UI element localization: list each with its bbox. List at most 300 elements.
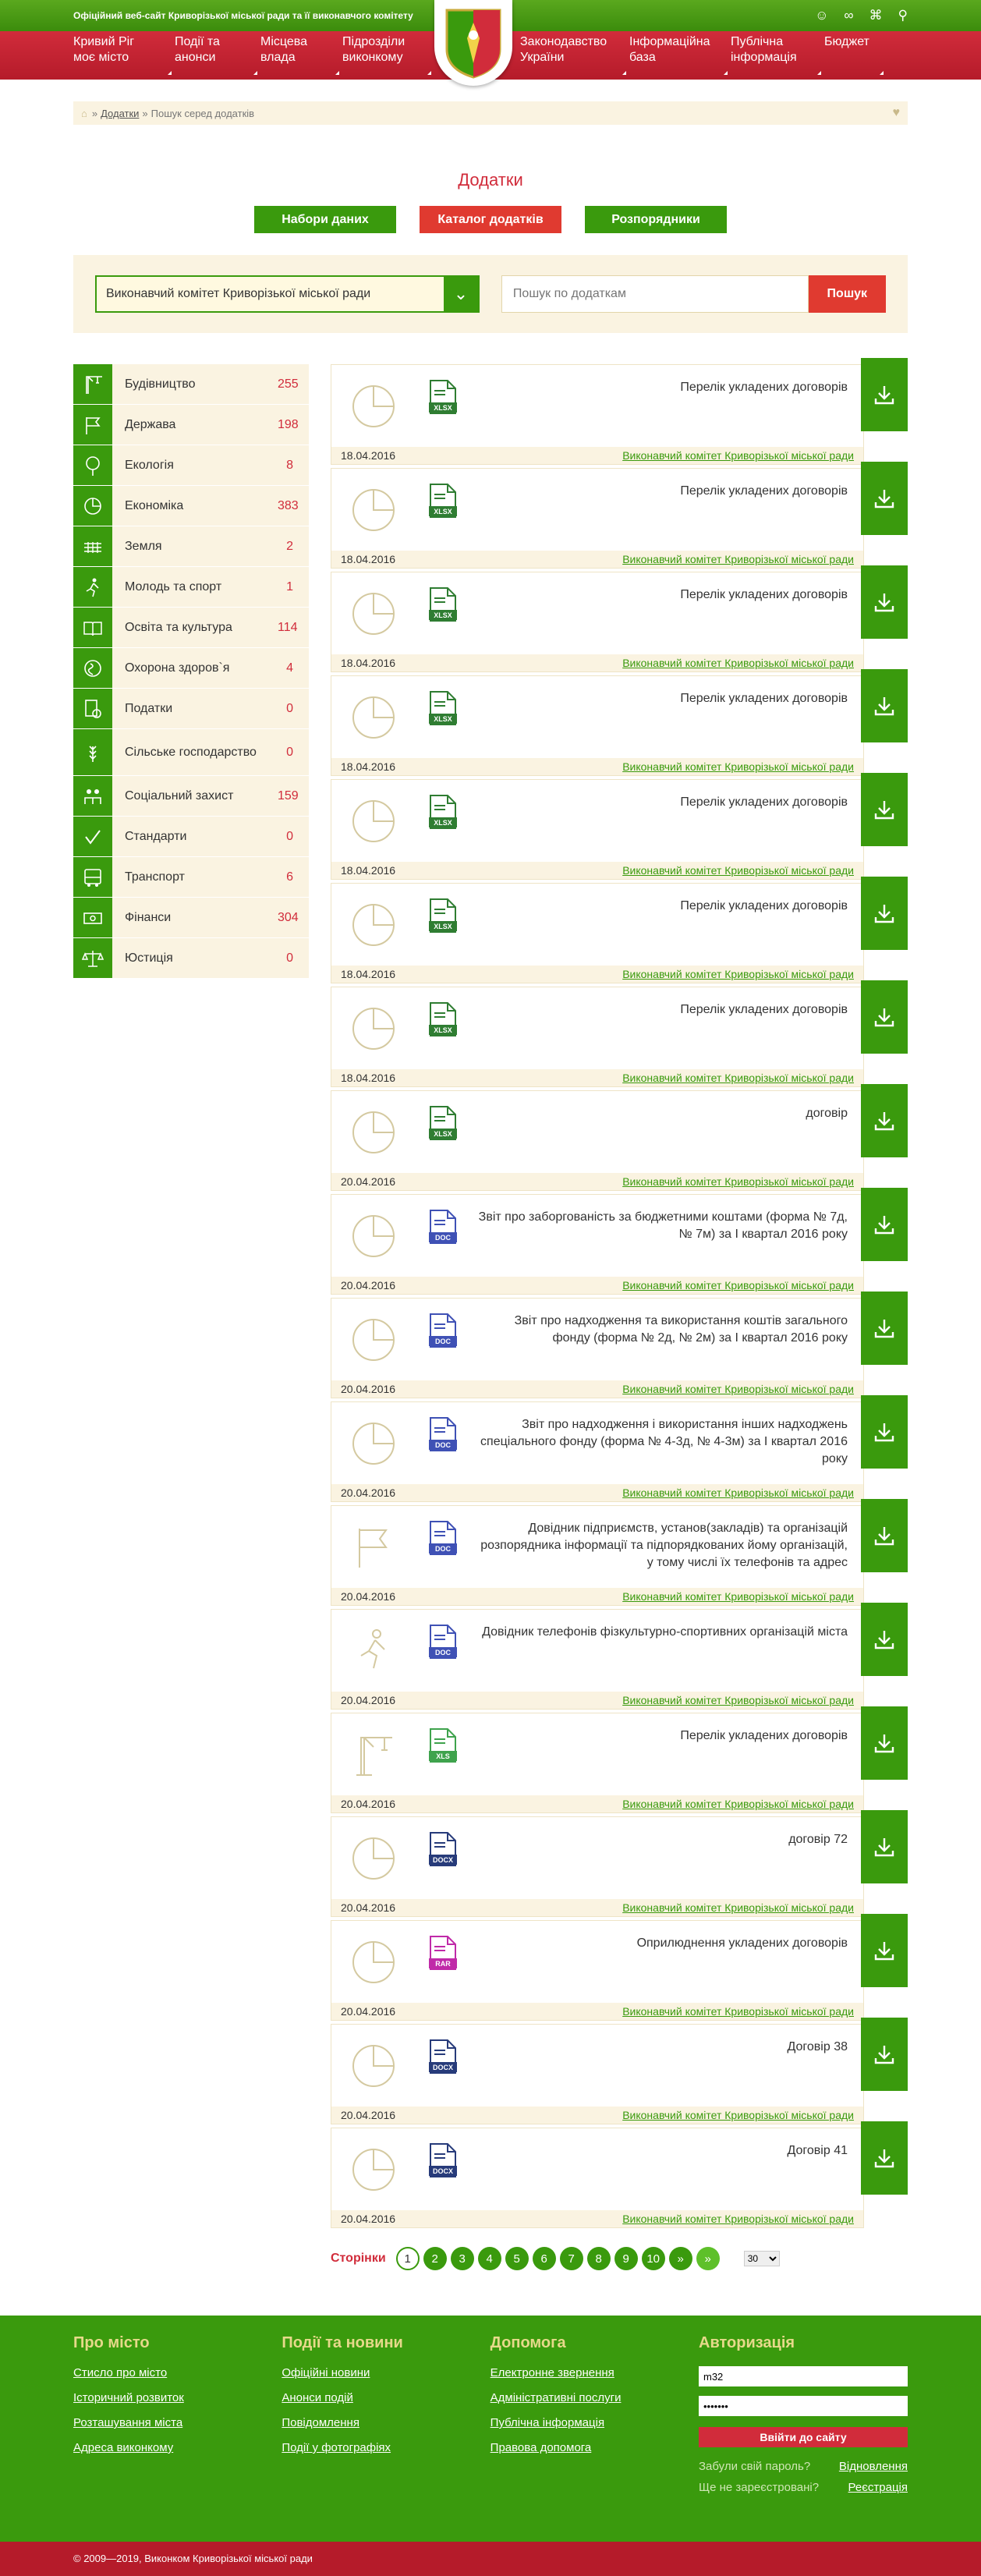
file-type[interactable] bbox=[416, 1921, 470, 2003]
category-count: 255 bbox=[278, 377, 299, 391]
file-type[interactable] bbox=[416, 2128, 470, 2210]
file-type[interactable] bbox=[416, 1299, 470, 1380]
category-thumbnail bbox=[331, 987, 416, 1069]
auth-title: Авторизація bbox=[699, 2334, 795, 2351]
chart-thumb-icon bbox=[350, 1005, 397, 1052]
document-meta bbox=[331, 1173, 863, 1190]
document-title[interactable]: Договір 38 bbox=[787, 2040, 848, 2053]
document-title[interactable]: Договір 41 bbox=[787, 2144, 848, 2157]
footer-column bbox=[282, 2334, 490, 2494]
category-item[interactable] bbox=[73, 526, 309, 567]
document-date: 20.04.2016 bbox=[341, 1798, 396, 1810]
document-item bbox=[331, 572, 908, 672]
chart-thumb-icon bbox=[350, 2043, 397, 2089]
wheat-icon bbox=[82, 742, 104, 764]
nav-item-2[interactable]: Місцева влада bbox=[260, 31, 342, 80]
footer bbox=[0, 2316, 981, 2542]
category-count: 198 bbox=[278, 417, 299, 431]
footer-column bbox=[490, 2334, 699, 2494]
footer-link[interactable]: Стисло про місто bbox=[73, 2366, 168, 2379]
document-title[interactable]: Звіт про надходження і використання інших надходжень спеціального фонду (форма № 4-3д, № 4-3м) за І квартал 2016 року bbox=[480, 1418, 848, 1465]
file-type[interactable] bbox=[416, 1713, 470, 1795]
download-button[interactable] bbox=[861, 1084, 908, 1157]
doc-file-icon bbox=[429, 1416, 457, 1452]
file-type-label: DOCX bbox=[432, 1856, 454, 1864]
site-description: Офіційний веб-сайт Криворізької міської ради та її виконавчого комітету bbox=[73, 10, 413, 21]
document-card bbox=[331, 1920, 864, 2021]
document-card bbox=[331, 572, 864, 672]
document-date: 20.04.2016 bbox=[341, 1383, 396, 1395]
document-date: 20.04.2016 bbox=[341, 2213, 396, 2225]
rss-icon[interactable]: ⌘ bbox=[869, 8, 883, 23]
download-button[interactable] bbox=[861, 773, 908, 846]
category-count: 8 bbox=[286, 458, 293, 472]
document-meta bbox=[331, 758, 863, 775]
category-item[interactable] bbox=[73, 364, 309, 405]
crane-thumb-icon bbox=[350, 1731, 397, 1778]
document-meta bbox=[331, 1899, 863, 1916]
file-type-label: XLSX bbox=[434, 1026, 452, 1034]
footer-link[interactable]: Повідомлення bbox=[282, 2416, 359, 2429]
xlsx-file-icon bbox=[429, 690, 457, 726]
tree-icon bbox=[82, 455, 104, 477]
category-count: 2 bbox=[286, 539, 293, 553]
document-meta bbox=[331, 447, 863, 464]
document-meta bbox=[331, 1588, 863, 1605]
category-thumbnail bbox=[331, 1713, 416, 1795]
heart-icon[interactable]: ♥ bbox=[892, 106, 900, 119]
document-meta bbox=[331, 1484, 863, 1501]
category-icon-cell bbox=[73, 405, 112, 445]
category-item[interactable] bbox=[73, 817, 309, 857]
document-date: 18.04.2016 bbox=[341, 1072, 396, 1084]
file-type-label: DOC bbox=[435, 1234, 451, 1242]
category-item[interactable] bbox=[73, 486, 309, 526]
document-org-link[interactable]: Виконавчий комітет Криворізької міської ради bbox=[622, 864, 854, 877]
register-link[interactable]: Реєстрація bbox=[848, 2481, 908, 2494]
file-type[interactable] bbox=[416, 1610, 470, 1692]
document-meta bbox=[331, 862, 863, 879]
footer-link[interactable]: Офіційні новини bbox=[282, 2366, 370, 2379]
file-type[interactable] bbox=[416, 365, 470, 447]
category-name: Земля bbox=[125, 539, 162, 553]
document-item bbox=[331, 1505, 908, 1606]
datasets-button[interactable]: Набори даних bbox=[254, 206, 396, 233]
managers-button[interactable]: Розпорядники bbox=[585, 206, 727, 233]
download-button[interactable] bbox=[861, 565, 908, 639]
bus-icon bbox=[82, 866, 104, 888]
document-org-link[interactable]: Виконавчий комітет Криворізької міської ради bbox=[622, 2109, 854, 2121]
category-count: 114 bbox=[278, 620, 298, 634]
document-title[interactable]: Перелік укладених договорів bbox=[680, 692, 848, 705]
file-type[interactable] bbox=[416, 1817, 470, 1899]
page-button[interactable]: 9 bbox=[614, 2247, 638, 2270]
document-item bbox=[331, 1713, 908, 1813]
category-icon-cell bbox=[73, 898, 112, 937]
search-input[interactable] bbox=[501, 275, 809, 313]
document-org-link[interactable]: Виконавчий комітет Криворізької міської ради bbox=[622, 2213, 854, 2225]
document-body bbox=[331, 572, 863, 654]
category-item[interactable] bbox=[73, 857, 309, 898]
login-button[interactable]: Ввійти до сайту bbox=[699, 2427, 908, 2447]
xlsx-file-icon bbox=[429, 483, 457, 519]
xlsx-file-icon bbox=[429, 1001, 457, 1037]
view-switcher bbox=[73, 206, 908, 233]
document-item bbox=[331, 1816, 908, 1917]
money-icon bbox=[82, 907, 104, 929]
document-body bbox=[331, 987, 863, 1069]
document-date: 20.04.2016 bbox=[341, 1694, 396, 1706]
nav-item-7[interactable]: Бюджет bbox=[824, 31, 887, 80]
nav-item-6[interactable]: Публічна інформація bbox=[731, 31, 824, 80]
category-name: Освіта та культура bbox=[125, 620, 232, 634]
footer-link[interactable]: Адреса виконкому bbox=[73, 2441, 174, 2454]
file-type[interactable] bbox=[416, 469, 470, 551]
document-title[interactable]: Перелік укладених договорів bbox=[680, 1003, 848, 1016]
coat-of-arms-icon bbox=[444, 7, 503, 79]
document-title[interactable]: Оприлюднення укладених договорів bbox=[636, 1936, 848, 1950]
category-thumbnail bbox=[331, 1817, 416, 1899]
per-page-select[interactable] bbox=[744, 2251, 780, 2266]
category-item[interactable] bbox=[73, 445, 309, 486]
document-item bbox=[331, 1920, 908, 2021]
file-type-label: DOC bbox=[435, 1338, 451, 1345]
category-icon-cell bbox=[73, 817, 112, 856]
category-item[interactable] bbox=[73, 648, 309, 689]
document-body bbox=[331, 1299, 863, 1380]
file-type[interactable] bbox=[416, 1402, 470, 1484]
recover-link[interactable]: Відновлення bbox=[838, 2460, 908, 2473]
category-item[interactable] bbox=[73, 689, 309, 729]
download-icon bbox=[873, 487, 896, 510]
page-button[interactable]: » bbox=[696, 2247, 720, 2270]
document-org-link[interactable]: Виконавчий комітет Криворізької міської ради bbox=[622, 553, 854, 565]
download-button[interactable] bbox=[861, 1810, 908, 1883]
chart-thumb-icon bbox=[350, 798, 397, 845]
document-card bbox=[331, 883, 864, 983]
document-title[interactable]: Перелік укладених договорів bbox=[680, 588, 848, 601]
document-card bbox=[331, 468, 864, 569]
nav-right bbox=[520, 31, 887, 80]
home-icon[interactable]: ⌂ bbox=[81, 107, 87, 119]
download-icon bbox=[873, 1731, 896, 1755]
document-org-link[interactable]: Виконавчий комітет Криворізької міської ради bbox=[622, 1590, 854, 1603]
document-date: 18.04.2016 bbox=[341, 864, 396, 877]
category-name: Соціальний захист bbox=[125, 788, 234, 803]
page-button[interactable]: 10 bbox=[642, 2247, 665, 2270]
xlsx-file-icon bbox=[429, 586, 457, 622]
category-item[interactable] bbox=[73, 608, 309, 648]
crane-icon bbox=[82, 374, 104, 395]
document-card bbox=[331, 1713, 864, 1813]
document-card bbox=[331, 1505, 864, 1606]
page-button[interactable]: 2 bbox=[423, 2247, 447, 2270]
document-date: 18.04.2016 bbox=[341, 657, 396, 669]
category-count: 304 bbox=[278, 910, 299, 924]
document-org-link[interactable]: Виконавчий комітет Криворізької міської ради bbox=[622, 1175, 854, 1188]
breadcrumb-sep: » bbox=[142, 107, 148, 119]
pager-label: Сторінки bbox=[331, 2252, 386, 2265]
chart-thumb-icon bbox=[350, 590, 397, 637]
document-title[interactable]: Перелік укладених договорів bbox=[680, 381, 848, 394]
header-tools bbox=[815, 8, 908, 23]
register-question: Ще не зареєстровані? bbox=[699, 2481, 820, 2494]
category-count: 0 bbox=[286, 745, 293, 759]
city-logo[interactable] bbox=[434, 0, 512, 86]
document-item bbox=[331, 468, 908, 569]
category-name: Держава bbox=[125, 417, 176, 431]
document-item bbox=[331, 883, 908, 983]
page-button[interactable]: » bbox=[669, 2247, 692, 2270]
doc-file-icon bbox=[429, 1313, 457, 1348]
file-type[interactable] bbox=[416, 2025, 470, 2107]
file-type[interactable] bbox=[416, 572, 470, 654]
download-button[interactable] bbox=[861, 1706, 908, 1780]
page-button[interactable]: 1 bbox=[396, 2247, 420, 2270]
category-icon-cell bbox=[73, 486, 112, 526]
document-date: 20.04.2016 bbox=[341, 2005, 396, 2018]
document-date: 18.04.2016 bbox=[341, 760, 396, 773]
nav-item-3[interactable]: Підрозділи виконкому bbox=[342, 31, 434, 80]
document-item bbox=[331, 2128, 908, 2228]
category-thumbnail bbox=[331, 1506, 416, 1588]
file-type[interactable] bbox=[416, 780, 470, 862]
document-body bbox=[331, 365, 863, 447]
file-type-label: DOC bbox=[435, 1649, 451, 1657]
file-type[interactable] bbox=[416, 1091, 470, 1173]
search-panel bbox=[73, 255, 908, 333]
category-item[interactable] bbox=[73, 729, 309, 776]
category-thumbnail bbox=[331, 780, 416, 862]
main-nav bbox=[0, 31, 981, 80]
document-date: 18.04.2016 bbox=[341, 553, 396, 565]
download-button[interactable] bbox=[861, 2121, 908, 2195]
footer-link[interactable]: Розташування міста bbox=[73, 2416, 183, 2429]
password-input[interactable] bbox=[699, 2396, 908, 2416]
document-meta bbox=[331, 1277, 863, 1294]
org-select-value: Виконавчий комітет Криворізької міської ради bbox=[106, 287, 371, 300]
footer-link[interactable]: Правова допомога bbox=[490, 2441, 592, 2454]
file-type-label: XLSX bbox=[434, 508, 452, 516]
document-title[interactable]: Перелік укладених договорів bbox=[680, 484, 848, 498]
file-type[interactable] bbox=[416, 1195, 470, 1277]
accessibility-icon[interactable]: ☺ bbox=[815, 8, 829, 23]
download-button[interactable] bbox=[861, 1188, 908, 1261]
document-org-link[interactable]: Виконавчий комітет Криворізької міської ради bbox=[622, 968, 854, 980]
download-icon bbox=[873, 1939, 896, 1962]
nav-item-5[interactable]: Інформаційна база bbox=[629, 31, 731, 80]
footer-link[interactable]: Історичний розвиток bbox=[73, 2391, 184, 2404]
download-button[interactable] bbox=[861, 1292, 908, 1365]
file-type-label: XLSX bbox=[434, 819, 452, 827]
download-icon bbox=[873, 1835, 896, 1858]
doc-file-icon bbox=[429, 1520, 457, 1556]
file-type[interactable] bbox=[416, 884, 470, 966]
document-list bbox=[331, 364, 908, 2270]
chart-thumb-icon bbox=[350, 1939, 397, 1986]
document-item bbox=[331, 779, 908, 880]
rar-file-icon bbox=[429, 1935, 457, 1971]
document-item bbox=[331, 2024, 908, 2124]
page-button[interactable]: 5 bbox=[505, 2247, 529, 2270]
category-item[interactable] bbox=[73, 776, 309, 817]
document-org-link[interactable]: Виконавчий комітет Криворізької міської ради bbox=[622, 1901, 854, 1914]
chart-thumb-icon bbox=[350, 902, 397, 948]
login-input[interactable] bbox=[699, 2366, 908, 2386]
document-card bbox=[331, 1401, 864, 1502]
document-org-link[interactable]: Виконавчий комітет Криворізької міської ради bbox=[622, 657, 854, 669]
nav-item-1[interactable]: Події та анонси bbox=[175, 31, 260, 80]
document-title[interactable]: договір bbox=[806, 1107, 848, 1120]
category-item[interactable] bbox=[73, 405, 309, 445]
document-org-link[interactable]: Виконавчий комітет Криворізької міської ради bbox=[622, 2005, 854, 2018]
file-type-label: RAR bbox=[435, 1960, 451, 1968]
download-button[interactable] bbox=[861, 2018, 908, 2091]
document-meta bbox=[331, 654, 863, 671]
document-body bbox=[331, 1402, 863, 1484]
download-icon bbox=[873, 383, 896, 406]
footer-link[interactable]: Електронне звернення bbox=[490, 2366, 614, 2379]
document-title[interactable]: Перелік укладених договорів bbox=[680, 1729, 848, 1742]
chevron-down-icon[interactable]: ⌄ bbox=[444, 277, 478, 311]
copyright-bar bbox=[0, 2542, 981, 2576]
chart-thumb-icon bbox=[350, 2146, 397, 2193]
document-meta bbox=[331, 1380, 863, 1398]
document-card bbox=[331, 1298, 864, 1398]
nav-item-0[interactable]: Кривий Ріг моє місто bbox=[73, 31, 175, 80]
category-thumbnail bbox=[331, 2025, 416, 2107]
category-item[interactable] bbox=[73, 938, 309, 979]
document-org-link[interactable]: Виконавчий комітет Криворізької міської ради bbox=[622, 1072, 854, 1084]
download-icon bbox=[873, 1005, 896, 1029]
document-org-link[interactable]: Виконавчий комітет Криворізької міської ради bbox=[622, 1279, 854, 1292]
category-name: Молодь та спорт bbox=[125, 579, 222, 594]
download-button[interactable] bbox=[861, 1499, 908, 1572]
file-type[interactable] bbox=[416, 987, 470, 1069]
category-thumbnail bbox=[331, 676, 416, 758]
tax-icon bbox=[82, 698, 104, 720]
file-type[interactable] bbox=[416, 1506, 470, 1588]
document-title[interactable]: договір 72 bbox=[788, 1833, 848, 1846]
document-org-link[interactable]: Виконавчий комітет Криворізької міської ради bbox=[622, 760, 854, 773]
download-button[interactable] bbox=[861, 877, 908, 950]
docx-file-icon bbox=[429, 2142, 457, 2178]
flag-thumb-icon bbox=[350, 1524, 397, 1571]
document-org-link[interactable]: Виконавчий комітет Криворізької міської ради bbox=[622, 1694, 854, 1706]
auth-panel bbox=[699, 2334, 908, 2494]
document-meta bbox=[331, 1795, 863, 1812]
file-type-label: XLSX bbox=[434, 1130, 452, 1138]
document-card bbox=[331, 987, 864, 1087]
download-button[interactable] bbox=[861, 358, 908, 431]
page-button[interactable]: 7 bbox=[560, 2247, 583, 2270]
category-icon-cell bbox=[73, 938, 112, 978]
document-date: 20.04.2016 bbox=[341, 1590, 396, 1603]
document-date: 20.04.2016 bbox=[341, 1486, 396, 1499]
document-card bbox=[331, 779, 864, 880]
download-button[interactable] bbox=[861, 980, 908, 1054]
document-org-link[interactable]: Виконавчий комітет Криворізької міської ради bbox=[622, 1486, 854, 1499]
document-card bbox=[331, 2024, 864, 2124]
page-button[interactable]: 6 bbox=[533, 2247, 556, 2270]
document-title[interactable]: Довідник телефонів фізкультурно-спортивних організацій міста bbox=[482, 1625, 848, 1639]
page-button[interactable]: 3 bbox=[451, 2247, 474, 2270]
download-button[interactable] bbox=[861, 462, 908, 535]
document-org-link[interactable]: Виконавчий комітет Криворізької міської ради bbox=[622, 1798, 854, 1810]
document-body bbox=[331, 884, 863, 966]
org-select[interactable] bbox=[95, 275, 480, 313]
nav-item-4[interactable]: Законодавство України bbox=[520, 31, 629, 80]
download-icon bbox=[873, 2043, 896, 2066]
download-button[interactable] bbox=[861, 1395, 908, 1469]
chart-icon bbox=[82, 495, 104, 517]
footer-link[interactable]: Адміністративні послуги bbox=[490, 2391, 622, 2404]
search-button[interactable]: Пошук bbox=[809, 275, 886, 313]
category-count: 159 bbox=[278, 788, 299, 803]
chart-thumb-icon bbox=[350, 487, 397, 533]
chart-thumb-icon bbox=[350, 1109, 397, 1156]
people-icon bbox=[82, 785, 104, 807]
document-title[interactable]: Перелік укладених договорів bbox=[680, 899, 848, 912]
category-item[interactable] bbox=[73, 898, 309, 938]
breadcrumb-current: Пошук серед додатків bbox=[151, 107, 255, 119]
document-title[interactable]: Звіт про надходження та використання коштів загального фонду (форма № 2д, № 2м) за І квартал 2016 року bbox=[514, 1314, 848, 1345]
category-list bbox=[73, 364, 309, 979]
file-type-label: DOC bbox=[435, 1441, 451, 1449]
field-icon bbox=[82, 536, 104, 558]
category-count: 6 bbox=[286, 870, 293, 884]
document-org-link[interactable]: Виконавчий комітет Криворізької міської ради bbox=[622, 1383, 854, 1395]
document-item bbox=[331, 1609, 908, 1710]
category-icon-cell bbox=[73, 364, 112, 404]
category-thumbnail bbox=[331, 1610, 416, 1692]
footer-column-title: Допомога bbox=[490, 2334, 566, 2351]
footer-link[interactable]: Публічна інформація bbox=[490, 2416, 605, 2429]
category-item[interactable] bbox=[73, 567, 309, 608]
document-meta bbox=[331, 551, 863, 568]
footer-column-title: Про місто bbox=[73, 2334, 150, 2351]
download-button[interactable] bbox=[861, 1914, 908, 1987]
download-button[interactable] bbox=[861, 1603, 908, 1676]
category-thumbnail bbox=[331, 884, 416, 966]
category-thumbnail bbox=[331, 1195, 416, 1277]
catalog-button[interactable]: Каталог додатків bbox=[420, 206, 561, 233]
category-icon-cell bbox=[73, 729, 112, 775]
breadcrumb-link[interactable]: Додатки bbox=[101, 107, 140, 119]
category-thumbnail bbox=[331, 1299, 416, 1380]
glasses-icon[interactable]: ∞ bbox=[844, 8, 854, 23]
xlsx-file-icon bbox=[429, 379, 457, 415]
document-date: 20.04.2016 bbox=[341, 1279, 396, 1292]
check-icon bbox=[82, 826, 104, 848]
document-title[interactable]: Перелік укладених договорів bbox=[680, 795, 848, 809]
document-item bbox=[331, 1401, 908, 1502]
search-icon[interactable]: ⚲ bbox=[898, 8, 908, 23]
document-title[interactable]: Звіт про заборгованість за бюджетними коштами (форма № 7д, № 7м) за І квартал 2016 року bbox=[478, 1210, 848, 1241]
runner-thumb-icon bbox=[350, 1628, 397, 1674]
page-button[interactable]: 4 bbox=[478, 2247, 501, 2270]
page-button[interactable]: 8 bbox=[587, 2247, 611, 2270]
file-type[interactable] bbox=[416, 676, 470, 758]
document-title[interactable]: Довідник підприємств, установ(закладів) та організацій розпорядника інформації та підпорядкованих йому організацій, у тому числі їх телефонів та адрес bbox=[480, 1522, 848, 1569]
document-org-link[interactable]: Виконавчий комітет Криворізької міської ради bbox=[622, 449, 854, 462]
document-date: 20.04.2016 bbox=[341, 2109, 396, 2121]
doc-file-icon bbox=[429, 1624, 457, 1660]
footer-link[interactable]: Події у фотографіях bbox=[282, 2441, 391, 2454]
download-button[interactable] bbox=[861, 669, 908, 742]
footer-link[interactable]: Анонси подій bbox=[282, 2391, 353, 2404]
category-thumbnail bbox=[331, 1402, 416, 1484]
